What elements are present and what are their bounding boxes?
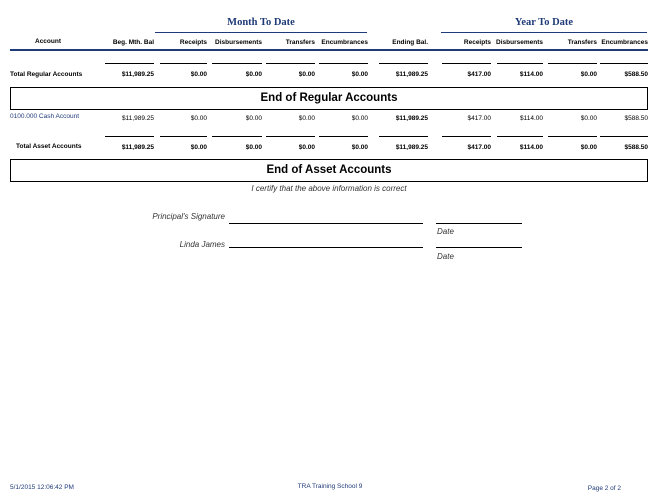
total-regular-ytd-disbursements: $114.00 [519,71,543,78]
principal-signature-line[interactable] [229,223,423,224]
cash-account-ending: $11,989.25 [395,115,428,122]
cash-account-mtd-encumbrances: $0.00 [351,115,368,122]
footer-school: TRA Training School 9 [297,483,363,490]
principal-date-line[interactable] [436,223,522,224]
sum-line [497,63,543,64]
sum-line [105,63,154,64]
col-mtd-encumbrances: Encumbrances [321,39,368,46]
cash-account-beg: $11,989.25 [121,115,154,122]
sum-line [160,136,207,137]
sum-line [442,63,491,64]
cash-account-ytd-transfers: $0.00 [580,115,597,122]
second-signer-label: Linda James [179,240,225,249]
sum-line [212,136,262,137]
cash-account-mtd-receipts: $0.00 [190,115,207,122]
year-to-date-title: Year To Date [514,17,574,28]
total-asset-beg: $11,989.25 [121,144,154,151]
end-regular-banner: End of Regular Accounts [10,87,648,110]
total-regular-mtd-disbursements: $0.00 [245,71,262,78]
sum-line [105,136,154,137]
second-date-line[interactable] [436,247,522,248]
cash-account-ytd-receipts: $417.00 [467,115,491,122]
col-ytd-encumbrances: Encumbrances [601,39,648,46]
sum-line [442,136,491,137]
certify-text: I certify that the above information is correct [251,184,407,193]
total-regular-ytd-receipts: $417.00 [467,71,491,78]
total-regular-ytd-encumbrances: $588.50 [624,71,648,78]
cash-account-ytd-disbursements: $114.00 [519,115,543,122]
sum-line [266,136,315,137]
sum-line [379,63,428,64]
total-asset-label: Total Asset Accounts [16,143,82,150]
principal-signature-label: Principal's Signature [152,212,225,221]
sum-line [600,63,648,64]
cash-account-mtd-disbursements: $0.00 [245,115,262,122]
col-mtd-receipts: Receipts [179,39,207,46]
cash-account-link[interactable]: 0100.000 Cash Account [10,113,80,120]
total-regular-label: Total Regular Accounts [10,71,83,78]
sum-line [212,63,262,64]
total-asset-mtd-encumbrances: $0.00 [351,144,368,151]
sum-line [548,136,597,137]
header-rule [10,49,648,51]
sum-line [497,136,543,137]
sum-line [319,63,368,64]
sum-line [379,136,428,137]
total-asset-ytd-disbursements: $114.00 [519,144,543,151]
sum-line [548,63,597,64]
total-regular-beg: $11,989.25 [121,71,154,78]
cash-account-ytd-encumbrances: $588.50 [624,115,648,122]
year-to-date-rule [441,32,647,33]
total-asset-ytd-transfers: $0.00 [580,144,597,151]
sum-line [319,136,368,137]
col-ytd-receipts: Receipts [463,39,491,46]
total-regular-ending: $11,989.25 [395,71,428,78]
footer-page: Page 2 of 2 [587,485,621,492]
second-date-label: Date [437,252,454,261]
month-to-date-rule [155,32,367,33]
cash-account-mtd-transfers: $0.00 [298,115,315,122]
col-mtd-transfers: Transfers [285,39,315,46]
second-signature-line[interactable] [229,247,423,248]
sum-line [600,136,648,137]
total-asset-ytd-encumbrances: $588.50 [624,144,648,151]
col-account: Account [35,38,61,45]
month-to-date-title: Month To Date [227,17,295,28]
sum-line [160,63,207,64]
total-asset-mtd-transfers: $0.00 [298,144,315,151]
total-asset-ytd-receipts: $417.00 [467,144,491,151]
total-regular-mtd-receipts: $0.00 [190,71,207,78]
principal-date-label: Date [437,227,454,236]
total-asset-mtd-receipts: $0.00 [190,144,207,151]
col-ytd-disbursements: Disbursements [496,39,543,46]
total-asset-mtd-disbursements: $0.00 [245,144,262,151]
col-mtd-disbursements: Disbursements [215,39,262,46]
footer-timestamp: 5/1/2015 12:06:42 PM [10,484,74,491]
total-regular-mtd-encumbrances: $0.00 [351,71,368,78]
end-asset-banner: End of Asset Accounts [10,159,648,182]
col-beg-mth-bal: Beg. Mth. Bal [112,39,154,46]
col-ytd-transfers: Transfers [567,39,597,46]
col-ending-bal: Ending Bal. [392,39,428,46]
total-regular-mtd-transfers: $0.00 [298,71,315,78]
total-asset-ending: $11,989.25 [395,144,428,151]
total-regular-ytd-transfers: $0.00 [580,71,597,78]
sum-line [266,63,315,64]
